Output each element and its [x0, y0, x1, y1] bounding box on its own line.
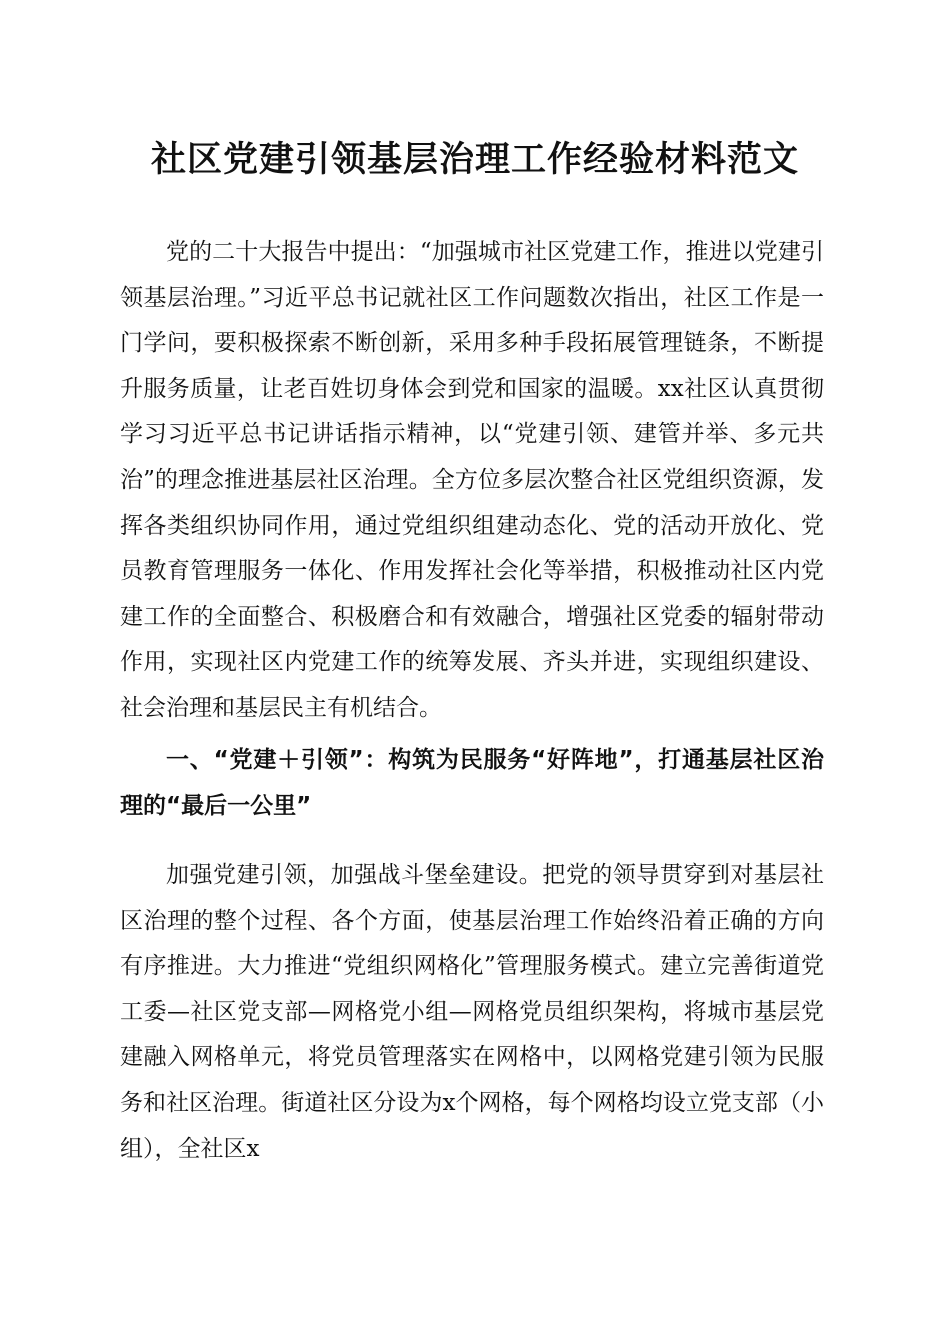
section-1-paragraph: 加强党建引领，加强战斗堡垒建设。把党的领导贯穿到对基层社区治理的整个过程、各个方面，使基层治理工作始终沿着正确的方向有序推进。大力推进“党组织网格化”管理服务模式。建立完善街道党工委—社区党支部—网格党小组—网格党员组织架构，将城市基层党建融入网格单元，将党员管理落实在网格中，以网格党建引领为民服务和社区治理。街道社区分设为x个网格，每个网格均设立党支部（小组），全社区x: [120, 862, 824, 1162]
section-1-heading: 一、“党建＋引领”：构筑为民服务“好阵地”，打通基层社区治理的“最后一公里”: [120, 747, 824, 819]
document-title: 社区党建引领基层治理工作经验材料范文: [150, 139, 799, 180]
intro-paragraph: 党的二十大报告中提出：“加强城市社区党建工作，推进以党建引领基层治理。”习近平总书记就社区工作问题数次指出，社区工作是一门学问，要积极探索不断创新，采用多种手段拓展管理链条，不断提升服务质量，让老百姓切身体会到党和国家的温暖。xx社区认真贯彻学习习近平总书记讲话指示精神，以“党建引领、建管并举、多元共治”的理念推进基层社区治理。全方位多层次整合社区党组织资源，发挥各类组织协同作用，通过党组织组建动态化、党的活动开放化、党员教育管理服务一体化、作用发挥社会化等举措，积极推动社区内党建工作的全面整合、积极磨合和有效融合，增强社区党委的辐射带动作用，实现社区内党建工作的统筹发展、齐头并进，实现组织建设、社会治理和基层民主有机结合。: [120, 239, 824, 721]
